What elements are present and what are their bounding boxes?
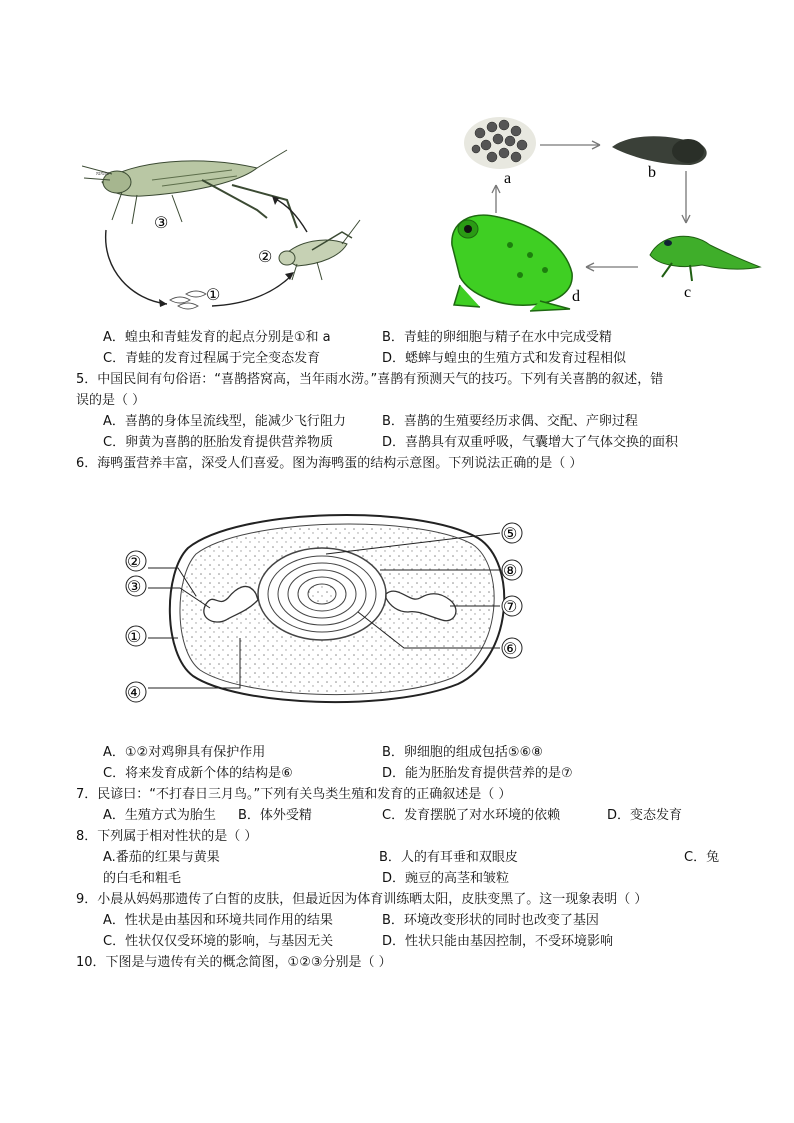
frog-life-cycle-figure [440, 105, 770, 320]
egg-label-3: ③ [127, 579, 142, 596]
q6-stem: 6．海鸭蛋营养丰富，深受人们喜爱。图为海鸭蛋的结构示意图。下列说法正确的是（ ） [76, 456, 583, 471]
label-d: d [572, 288, 580, 305]
grasshopper-eggs-drawing [170, 291, 206, 309]
q7-option-a: A．生殖方式为胎生 [103, 808, 216, 823]
frog-eggs-drawing [464, 117, 536, 169]
q5-stem-line2: 误的是（ ） [76, 393, 146, 408]
q6-option-a: A．①②对鸡卵具有保护作用 [103, 745, 266, 760]
tadpole-drawing [612, 136, 707, 165]
cycle-arrow-2 [212, 275, 292, 306]
q4-option-b: B．青蛙的卵细胞与精子在水中完成受精 [382, 330, 612, 345]
egg-label-6: ⑥ [503, 641, 518, 658]
label-c: c [684, 284, 692, 301]
q10-stem: 10．下图是与遗传有关的概念简图，①②③分别是（ ） [76, 955, 392, 970]
froglet-drawing [650, 236, 760, 281]
q8-option-d: D．豌豆的高茎和皱粒 [382, 871, 510, 886]
label-1: ① [206, 287, 221, 304]
egg-label-2: ② [127, 554, 142, 571]
egg-label-4: ④ [127, 685, 142, 702]
adult-frog-drawing [452, 215, 572, 311]
q9-option-c: C．性状仅仅受环境的影响，与基因无关 [103, 934, 334, 949]
nymph-grasshopper-drawing [279, 220, 360, 280]
grasshopper-life-cycle-figure [82, 140, 372, 320]
label-3: ③ [154, 215, 169, 232]
q6-option-b: B．卵细胞的组成包括⑤⑥⑧ [382, 745, 543, 760]
q5-option-a: A．喜鹊的身体呈流线型，能减少飞行阻力 [103, 414, 346, 429]
yolk [258, 548, 386, 640]
egg-label-5: ⑤ [503, 526, 518, 543]
cycle-arrow-1 [106, 230, 167, 304]
q9-stem: 9．小晨从妈妈那遗传了白皙的皮肤，但最近因为体育训练晒太阳，皮肤变黑了。这一现象表明（ ） [76, 892, 648, 907]
q9-option-b: B．环境改变形状的同时也改变了基因 [382, 913, 599, 928]
q8-option-c: C．兔 [684, 850, 720, 865]
q6-option-d: D．能为胚胎发育提供营养的是⑦ [382, 766, 573, 781]
q5-stem-line1: 5．中国民间有句俗语：“喜鹊搭窝高，当年雨水涝。”喜鹊有预测天气的技巧。下列有关喜鹊的叙述，错 [76, 372, 664, 387]
q8-option-c-continued: 的白毛和粗毛 [103, 871, 182, 886]
q4-option-c: C．青蛙的发育过程属于完全变态发育 [103, 351, 321, 366]
q9-option-a: A．性状是由基因和环境共同作用的结果 [103, 913, 333, 928]
label-b: b [648, 164, 656, 181]
q8-option-b: B．人的有耳垂和双眼皮 [379, 850, 518, 865]
adult-grasshopper-drawing [82, 150, 297, 228]
q9-option-d: D．性状只能由基因控制，不受环境影响 [382, 934, 614, 949]
q7-option-b: B．体外受精 [238, 808, 312, 823]
q8-stem: 8．下列属于相对性状的是（ ） [76, 829, 258, 844]
q7-option-d: D．变态发育 [607, 808, 683, 823]
q5-option-b: B．喜鹊的生殖要经历求偶、交配、产卵过程 [382, 414, 638, 429]
q7-stem: 7．民谚曰：“不打春日三月鸟。”下列有关鸟类生殖和发育的正确叙述是（ ） [76, 787, 512, 802]
q4-option-a: A．蝗虫和青蛙发育的起点分别是①和 a [103, 330, 331, 345]
q8-option-a: A.番茄的红果与黄果 [103, 850, 220, 865]
cycle-arrow-3 [274, 198, 307, 232]
egg-label-1: ① [127, 629, 142, 646]
label-a: a [504, 170, 512, 187]
egg-label-7: ⑦ [503, 599, 518, 616]
svg-text:≈≈≈: ≈≈≈ [96, 169, 110, 178]
q7-option-c: C．发育摆脱了对水环境的依赖 [382, 808, 561, 823]
egg-label-8: ⑧ [503, 563, 518, 580]
q4-option-d: D．蟋蟀与蝗虫的生殖方式和发育过程相似 [382, 351, 627, 366]
q5-option-d: D．喜鹊具有双重呼吸，气囊增大了气体交换的面积 [382, 435, 679, 450]
label-2: ② [258, 249, 273, 266]
q6-option-c: C．将来发育成新个体的结构是⑥ [103, 766, 293, 781]
q5-option-c: C．卵黄为喜鹊的胚胎发育提供营养物质 [103, 435, 334, 450]
duck-egg-structure-figure [118, 508, 538, 708]
